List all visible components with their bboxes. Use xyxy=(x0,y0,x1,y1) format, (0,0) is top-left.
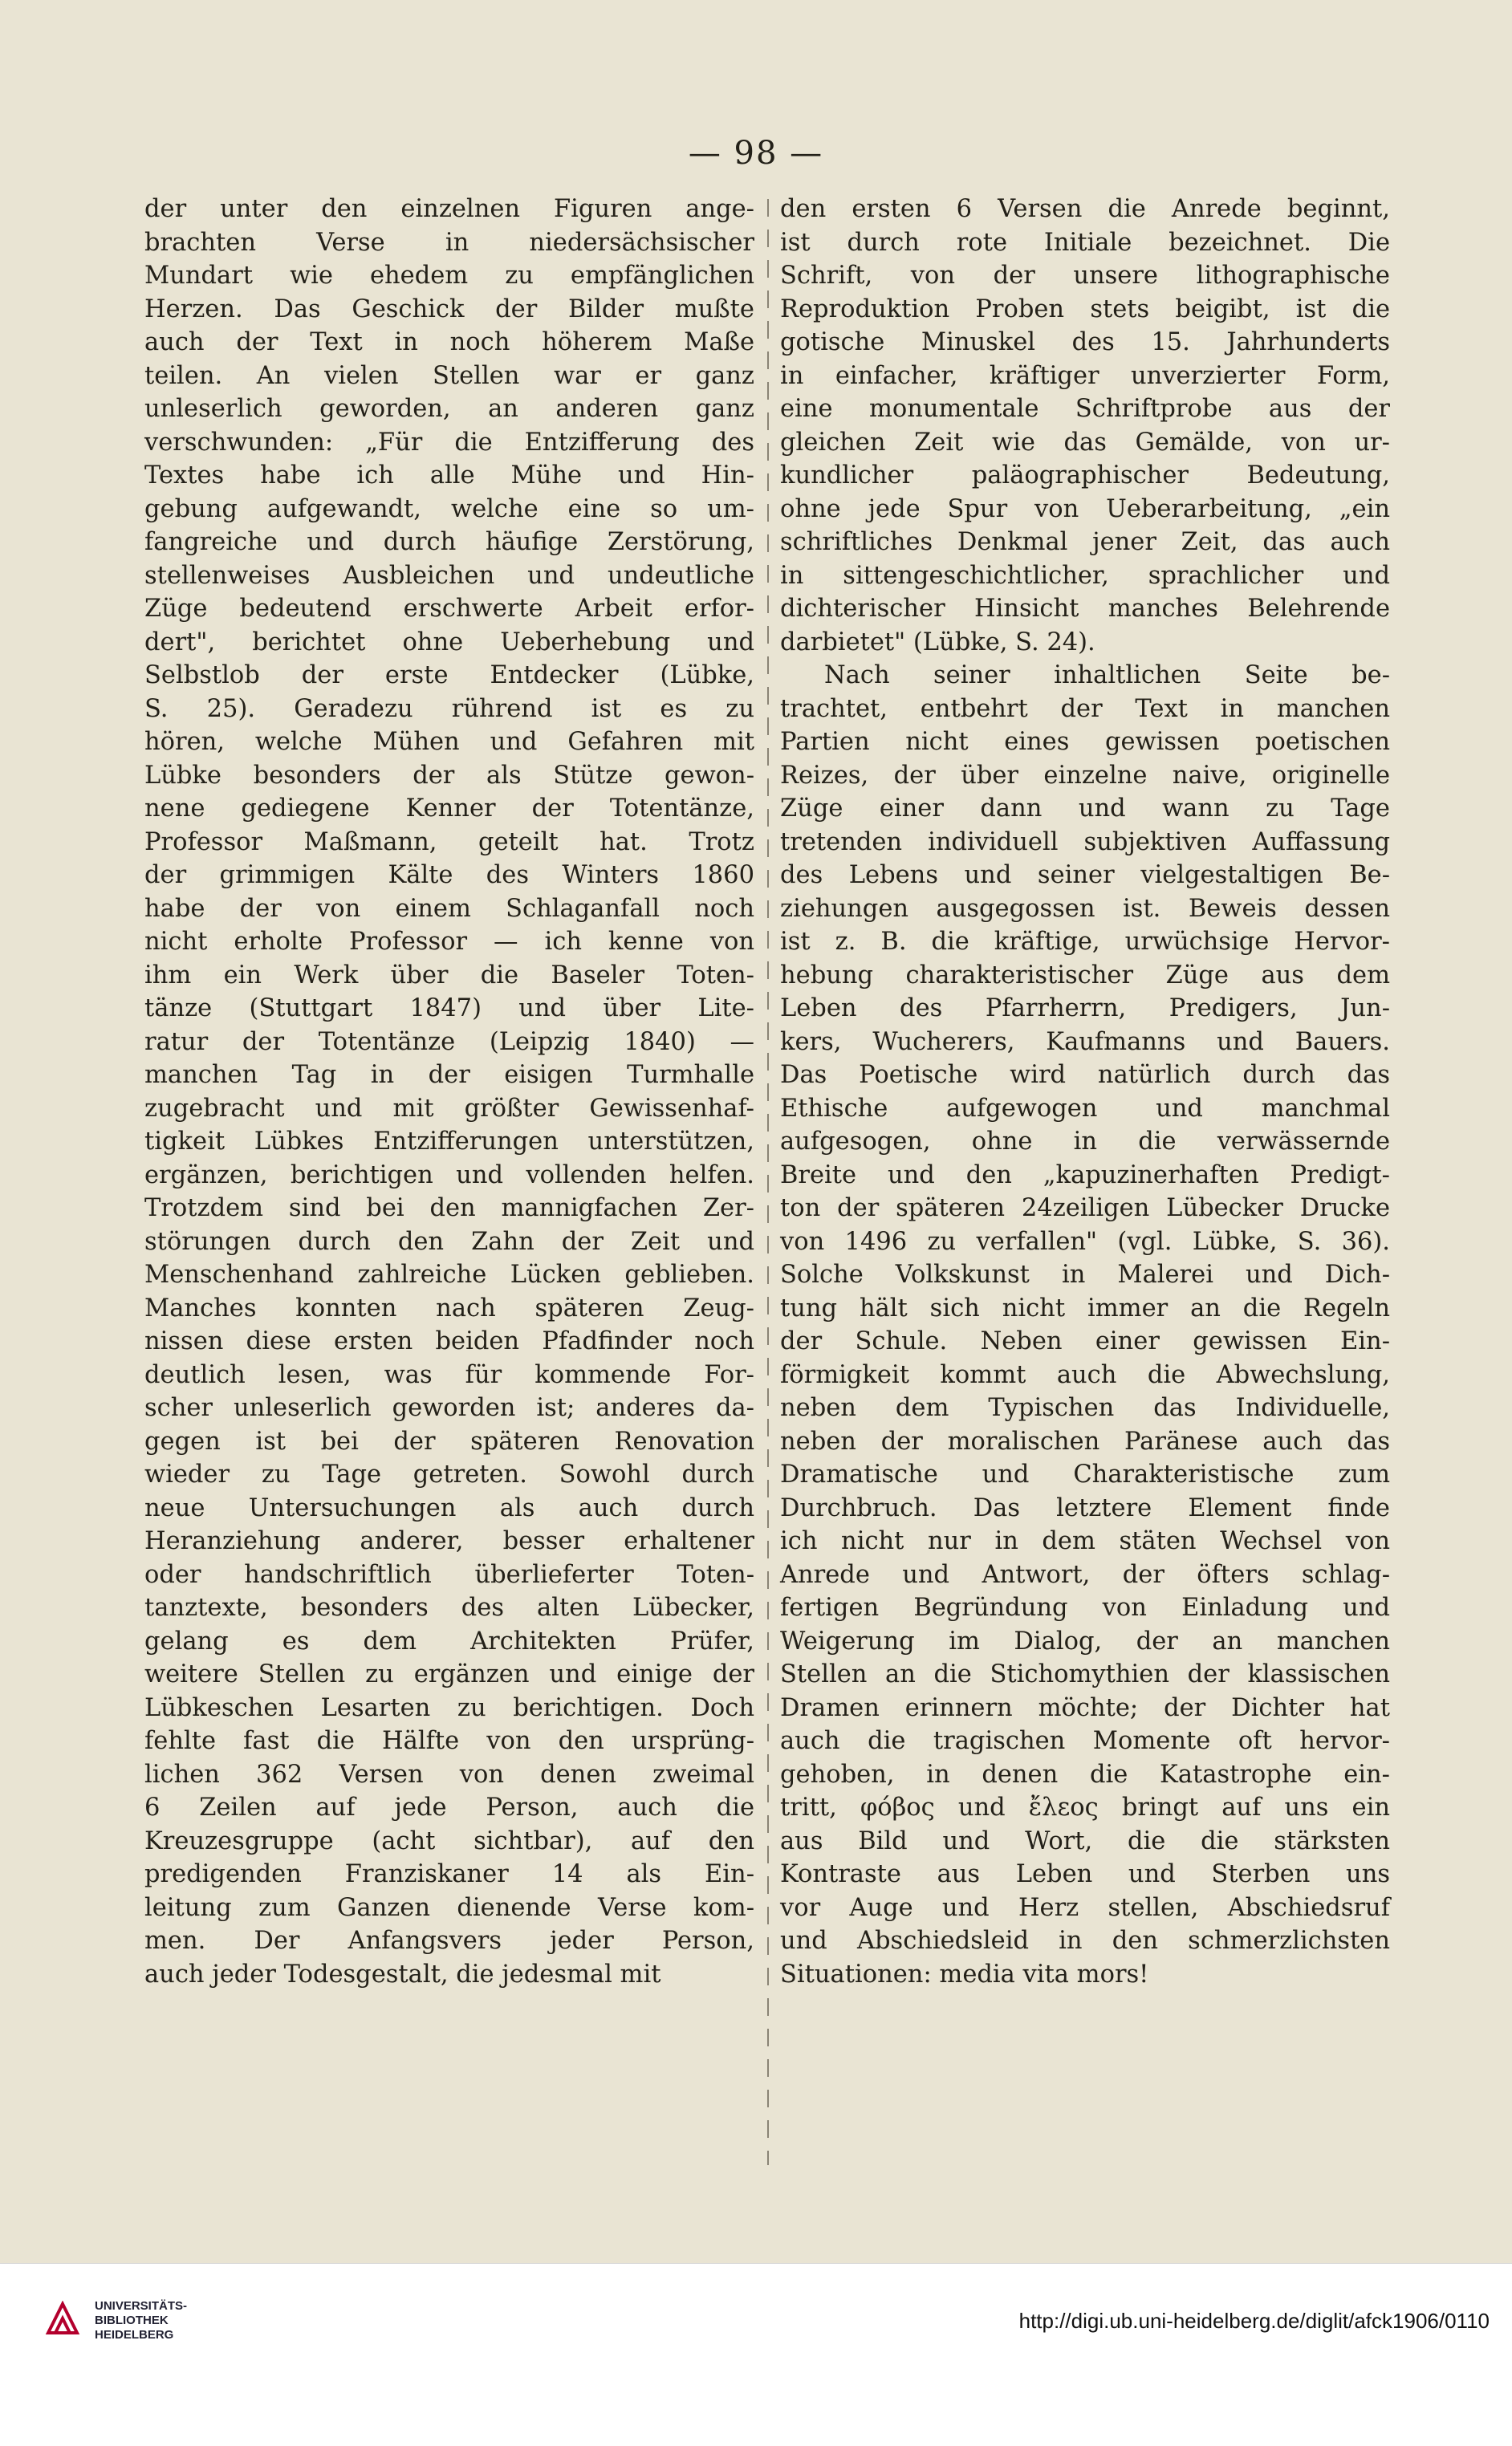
page-number: — 98 — xyxy=(688,135,824,172)
text-line: manchen Tag in der eisigen Turmhalle xyxy=(144,1061,754,1089)
text-line: hebung charakteristischer Züge aus dem xyxy=(780,961,1390,989)
text-line: lichen 362 Versen von denen zweimal xyxy=(144,1760,754,1789)
text-line: den ersten 6 Versen die Anrede beginnt, xyxy=(780,195,1390,223)
text-line: 6 Zeilen auf jede Person, auch die xyxy=(144,1794,754,1822)
text-line: Durchbruch. Das letztere Element finde xyxy=(780,1493,1390,1522)
text-line: Menschenhand zahlreiche Lücken geblieben. xyxy=(144,1261,754,1289)
text-line: Weigerung im Dialog, der an manchen xyxy=(780,1627,1390,1656)
text-line: deutlich lesen, was für kommende For- xyxy=(144,1360,754,1389)
text-line: störungen durch den Zahn der Zeit und xyxy=(144,1227,754,1256)
right-column xyxy=(780,193,1390,1991)
text-line: leitung zum Ganzen dienende Verse kom- xyxy=(144,1893,754,1922)
text-line: trachtet, entbehrt der Text in manchen xyxy=(780,694,1390,723)
text-line: habe der von einem Schlaganfall noch xyxy=(144,894,754,923)
text-line: neben der moralischen Paränese auch das xyxy=(780,1427,1390,1456)
text-line: fehlte fast die Hälfte von den ursprüng- xyxy=(144,1727,754,1755)
text-line: aufgesogen, ohne in die verwässernde xyxy=(780,1128,1390,1156)
permalink-url[interactable]: http://digi.ub.uni-heidelberg.de/diglit/afck1906/0110 xyxy=(1018,2309,1490,2333)
text-line: Mundart wie ehedem zu empfänglichen xyxy=(144,262,754,290)
text-line: tung hält sich nicht immer an die Regeln xyxy=(780,1294,1390,1323)
text-line: teilen. An vielen Stellen war er ganz xyxy=(144,361,754,390)
text-line: tanztexte, besonders des alten Lübecker, xyxy=(144,1594,754,1622)
text-line: in einfacher, kräftiger unverzierter Form, xyxy=(780,361,1390,390)
text-line: men. Der Anfangsvers jeder Person, xyxy=(144,1927,754,1955)
text-line: förmigkeit kommt auch die Abwechslung, xyxy=(780,1360,1390,1389)
text-line: gebung aufgewandt, welche eine so um- xyxy=(144,494,754,523)
text-line: der Schule. Neben einer gewissen Ein- xyxy=(780,1327,1390,1355)
text-line: Reproduktion Proben stets beigibt, ist die xyxy=(780,295,1390,323)
text-line: Dramatische und Charakteristische zum xyxy=(780,1461,1390,1489)
text-line: Dramen erinnern möchte; der Dichter hat xyxy=(780,1693,1390,1722)
text-line: ratur der Totentänze (Leipzig 1840) — xyxy=(144,1027,754,1056)
text-line: Partien nicht eines gewissen poetischen xyxy=(780,728,1390,756)
text-line: ziehungen ausgegossen ist. Beweis dessen xyxy=(780,894,1390,923)
text-line: und Abschiedsleid in den schmerzlichsten xyxy=(780,1927,1390,1955)
text-line: Das Poetische wird natürlich durch das xyxy=(780,1061,1390,1089)
text-line: nissen diese ersten beiden Pfadfinder noch xyxy=(144,1327,754,1355)
text-line: neben dem Typischen das Individuelle, xyxy=(780,1394,1390,1422)
text-line: ergänzen, berichtigen und vollenden helfen. xyxy=(144,1160,754,1189)
text-line: Kontraste aus Leben und Sterben uns xyxy=(780,1860,1390,1888)
text-line: Professor Maßmann, geteilt hat. Trotz xyxy=(144,827,754,856)
text-line: Lübke besonders der als Stütze gewon- xyxy=(144,761,754,790)
text-line: weitere Stellen zu ergänzen und einige der xyxy=(144,1660,754,1688)
text-line: vor Auge und Herz stellen, Abschiedsruf xyxy=(780,1893,1390,1922)
text-line: S. 25). Geradezu rührend ist es zu xyxy=(144,694,754,723)
text-line: von 1496 zu verfallen" (vgl. Lübke, S. 36). xyxy=(780,1227,1390,1256)
text-line: Ethische aufgewogen und manchmal xyxy=(780,1094,1390,1123)
text-line: unleserlich geworden, an anderen ganz xyxy=(144,395,754,423)
text-line: Anrede und Antwort, der öfters schlag- xyxy=(780,1560,1390,1589)
text-line: gegen ist bei der späteren Renovation xyxy=(144,1427,754,1456)
text-line: Solche Volkskunst in Malerei und Dich- xyxy=(780,1261,1390,1289)
text-line: ihm ein Werk über die Baseler Toten- xyxy=(144,961,754,989)
text-line: dert", berichtet ohne Ueberhebung und xyxy=(144,628,754,656)
library-name-line: HEIDELBERG xyxy=(95,2328,174,2342)
text-line: Textes habe ich alle Mühe und Hin- xyxy=(144,461,754,490)
library-name xyxy=(95,2299,187,2342)
text-line: scher unleserlich geworden ist; anderes da- xyxy=(144,1394,754,1422)
text-line: Situationen: media vita mors! xyxy=(780,1960,1149,1989)
text-line: kundlicher paläographischer Bedeutung, xyxy=(780,461,1390,490)
text-line: ist z. B. die kräftige, urwüchsige Hervor- xyxy=(780,928,1390,956)
text-line: ist durch rote Initiale bezeichnet. Die xyxy=(780,228,1390,257)
text-line: des Lebens und seiner vielgestaltigen Be- xyxy=(780,861,1390,889)
text-line: Manches konnten nach späteren Zeug- xyxy=(144,1294,754,1323)
text-line: ton der späteren 24zeiligen Lübecker Drucke xyxy=(780,1194,1390,1222)
text-line: Schrift, von der unsere lithographische xyxy=(780,262,1390,290)
text-line: gelang es dem Architekten Prüfer, xyxy=(144,1627,754,1656)
text-line: predigenden Franziskaner 14 als Ein- xyxy=(144,1860,754,1888)
text-line: aus Bild und Wort, die die stärksten xyxy=(780,1826,1390,1855)
text-line: Trotzdem sind bei den mannigfachen Zer- xyxy=(144,1194,754,1222)
paragraph xyxy=(144,193,754,1991)
text-line: neue Untersuchungen als auch durch xyxy=(144,1493,754,1522)
text-line: in sittengeschichtlicher, sprachlicher und xyxy=(780,561,1390,590)
text-line: Reizes, der über einzelne naive, originelle xyxy=(780,761,1390,790)
text-line: Stellen an die Stichomythien der klassischen xyxy=(780,1660,1390,1688)
text-line: fertigen Begründung von Einladung und xyxy=(780,1594,1390,1622)
library-name-line: UNIVERSITÄTS- xyxy=(95,2299,188,2313)
text-line: auch der Text in noch höherem Maße xyxy=(144,328,754,356)
text-line: gleichen Zeit wie das Gemälde, von ur- xyxy=(780,428,1390,457)
text-line: oder handschriftlich überlieferter Toten- xyxy=(144,1560,754,1589)
left-column xyxy=(144,193,754,1991)
text-line: nene gediegene Kenner der Totentänze, xyxy=(144,794,754,823)
footer xyxy=(0,2263,1512,2446)
text-line: darbietet" (Lübke, S. 24). xyxy=(780,628,1095,656)
library-name-line: BIBLIOTHEK xyxy=(95,2314,169,2327)
text-line: gotische Minuskel des 15. Jahrhunderts xyxy=(780,328,1390,356)
text-line: verschwunden: „Für die Entzifferung des xyxy=(144,428,754,457)
text-line: hören, welche Mühen und Gefahren mit xyxy=(144,728,754,756)
text-line: auch jeder Todesgestalt, die jedesmal mit xyxy=(144,1960,661,1989)
text-line: Züge bedeutend erschwerte Arbeit erfor- xyxy=(144,595,754,623)
text-line: schriftliches Denkmal jener Zeit, das auch xyxy=(780,528,1390,556)
text-line: ich nicht nur in dem stäten Wechsel von xyxy=(780,1527,1390,1555)
text-line: fangreiche und durch häufige Zerstörung, xyxy=(144,528,754,556)
text-line: kers, Wucherers, Kaufmanns und Bauers. xyxy=(780,1027,1390,1056)
text-line: stellenweises Ausbleichen und undeutliche xyxy=(144,561,754,590)
text-line: ohne jede Spur von Ueberarbeitung, „ein xyxy=(780,494,1390,523)
text-line: gehoben, in denen die Katastrophe ein- xyxy=(780,1760,1390,1789)
text-line: tretenden individuell subjektiven Auffassung xyxy=(780,827,1390,856)
text-line: brachten Verse in niedersächsischer xyxy=(144,228,754,257)
text-line: nicht erholte Professor — ich kenne von xyxy=(144,928,754,956)
text-line: tritt, φόβος und ἔλεος bringt auf uns ein xyxy=(780,1794,1390,1822)
text-line: Selbstlob der erste Entdecker (Lübke, xyxy=(144,661,754,689)
text-line: tigkeit Lübkes Entzifferungen unterstützen, xyxy=(144,1128,754,1156)
text-line: eine monumentale Schriftprobe aus der xyxy=(780,395,1390,423)
text-line: der grimmigen Kälte des Winters 1860 xyxy=(144,861,754,889)
paragraph xyxy=(780,659,1390,1991)
text-line: Herzen. Das Geschick der Bilder mußte xyxy=(144,295,754,323)
text-line: Züge einer dann und wann zu Tage xyxy=(780,794,1390,823)
text-line: Lübkeschen Lesarten zu berichtigen. Doch xyxy=(144,1693,754,1722)
text-line: Breite und den „kapuzinerhaften Predigt- xyxy=(780,1160,1390,1189)
text-line: wieder zu Tage getreten. Sowohl durch xyxy=(144,1461,754,1489)
text-line: auch die tragischen Momente oft hervor- xyxy=(780,1727,1390,1755)
text-line: Kreuzesgruppe (acht sichtbar), auf den xyxy=(144,1826,754,1855)
text-line: der unter den einzelnen Figuren ange- xyxy=(144,195,754,223)
text-line: Heranziehung anderer, besser erhaltener xyxy=(144,1527,754,1555)
text-line: Leben des Pfarrherrn, Predigers, Jun- xyxy=(780,994,1390,1022)
text-line: tänze (Stuttgart 1847) und über Lite- xyxy=(144,994,754,1022)
paragraph xyxy=(780,193,1390,659)
text-line: Nach seiner inhaltlichen Seite be- xyxy=(824,661,1390,689)
text-line: dichterischer Hinsicht manches Belehrende xyxy=(780,595,1390,623)
heidelberg-university-library-logo-icon xyxy=(45,2301,80,2336)
text-line: zugebracht und mit größter Gewissenhaf- xyxy=(144,1094,754,1123)
column-divider xyxy=(767,199,769,2165)
